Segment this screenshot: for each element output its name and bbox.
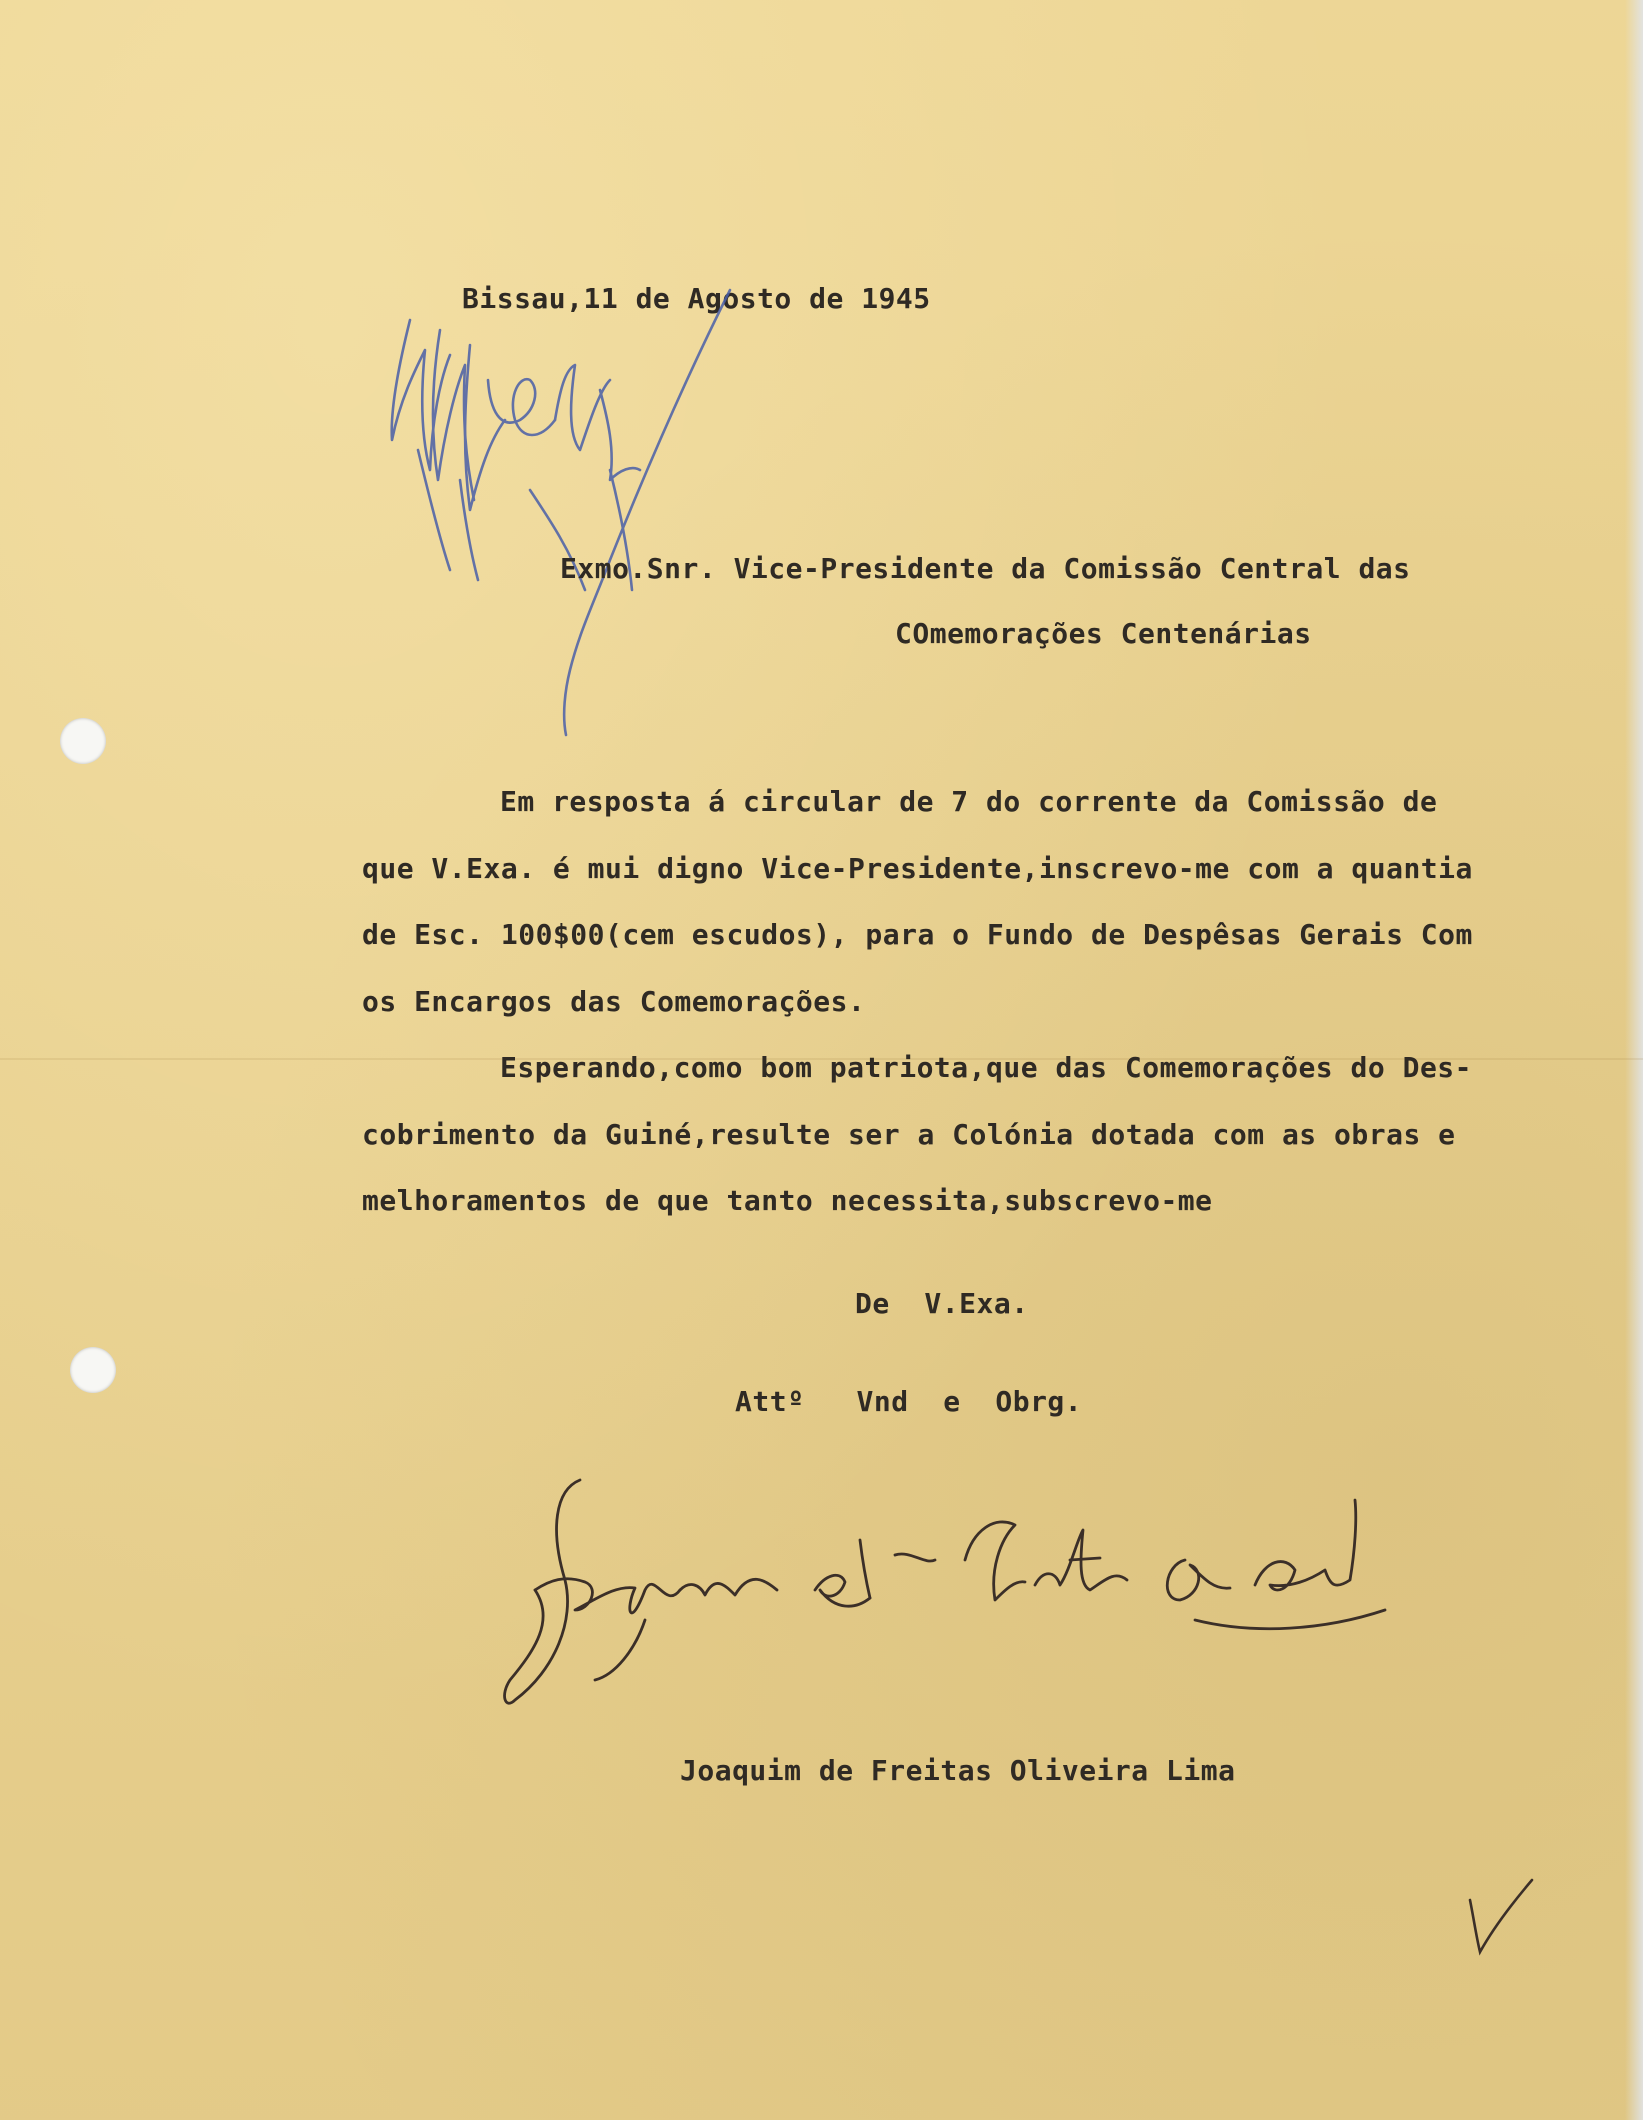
recipient-line-1: Exmo.Snr. Vice-Presidente da Comissão Central das [560, 552, 1411, 585]
blue-initials-mark [370, 270, 750, 750]
paper-edge [1625, 0, 1643, 2120]
closing-line-2: Attº Vnd e Obrg. [735, 1385, 1083, 1418]
recipient-line-2: COmemorações Centenárias [895, 617, 1312, 650]
body-line-6: cobrimento da Guiné,resulte ser a Colónia dotada com as obras e [362, 1118, 1456, 1151]
body-line-4: os Encargos das Comemorações. [362, 985, 866, 1018]
signer-name: Joaquim de Freitas Oliveira Lima [680, 1754, 1236, 1787]
body-line-1: Em resposta á circular de 7 do corrente da Comissão de [500, 785, 1438, 818]
check-mark [1460, 1870, 1540, 1960]
punch-hole-top [60, 718, 106, 764]
closing-line-1: De V.Exa. [855, 1287, 1029, 1320]
body-line-3: de Esc. 100$00(cem escudos), para o Fundo de Despêsas Gerais Com [362, 918, 1473, 951]
body-line-7: melhoramentos de que tanto necessita,subscrevo-me [362, 1184, 1213, 1217]
punch-hole-bottom [70, 1347, 116, 1393]
body-line-5: Esperando,como bom patriota,que das Comemorações do Des- [500, 1051, 1473, 1084]
handwritten-signature [495, 1470, 1435, 1720]
body-line-2: que V.Exa. é mui digno Vice-Presidente,inscrevo-me com a quantia [362, 852, 1473, 885]
place-date: Bissau,11 de Agosto de 1945 [462, 282, 931, 315]
